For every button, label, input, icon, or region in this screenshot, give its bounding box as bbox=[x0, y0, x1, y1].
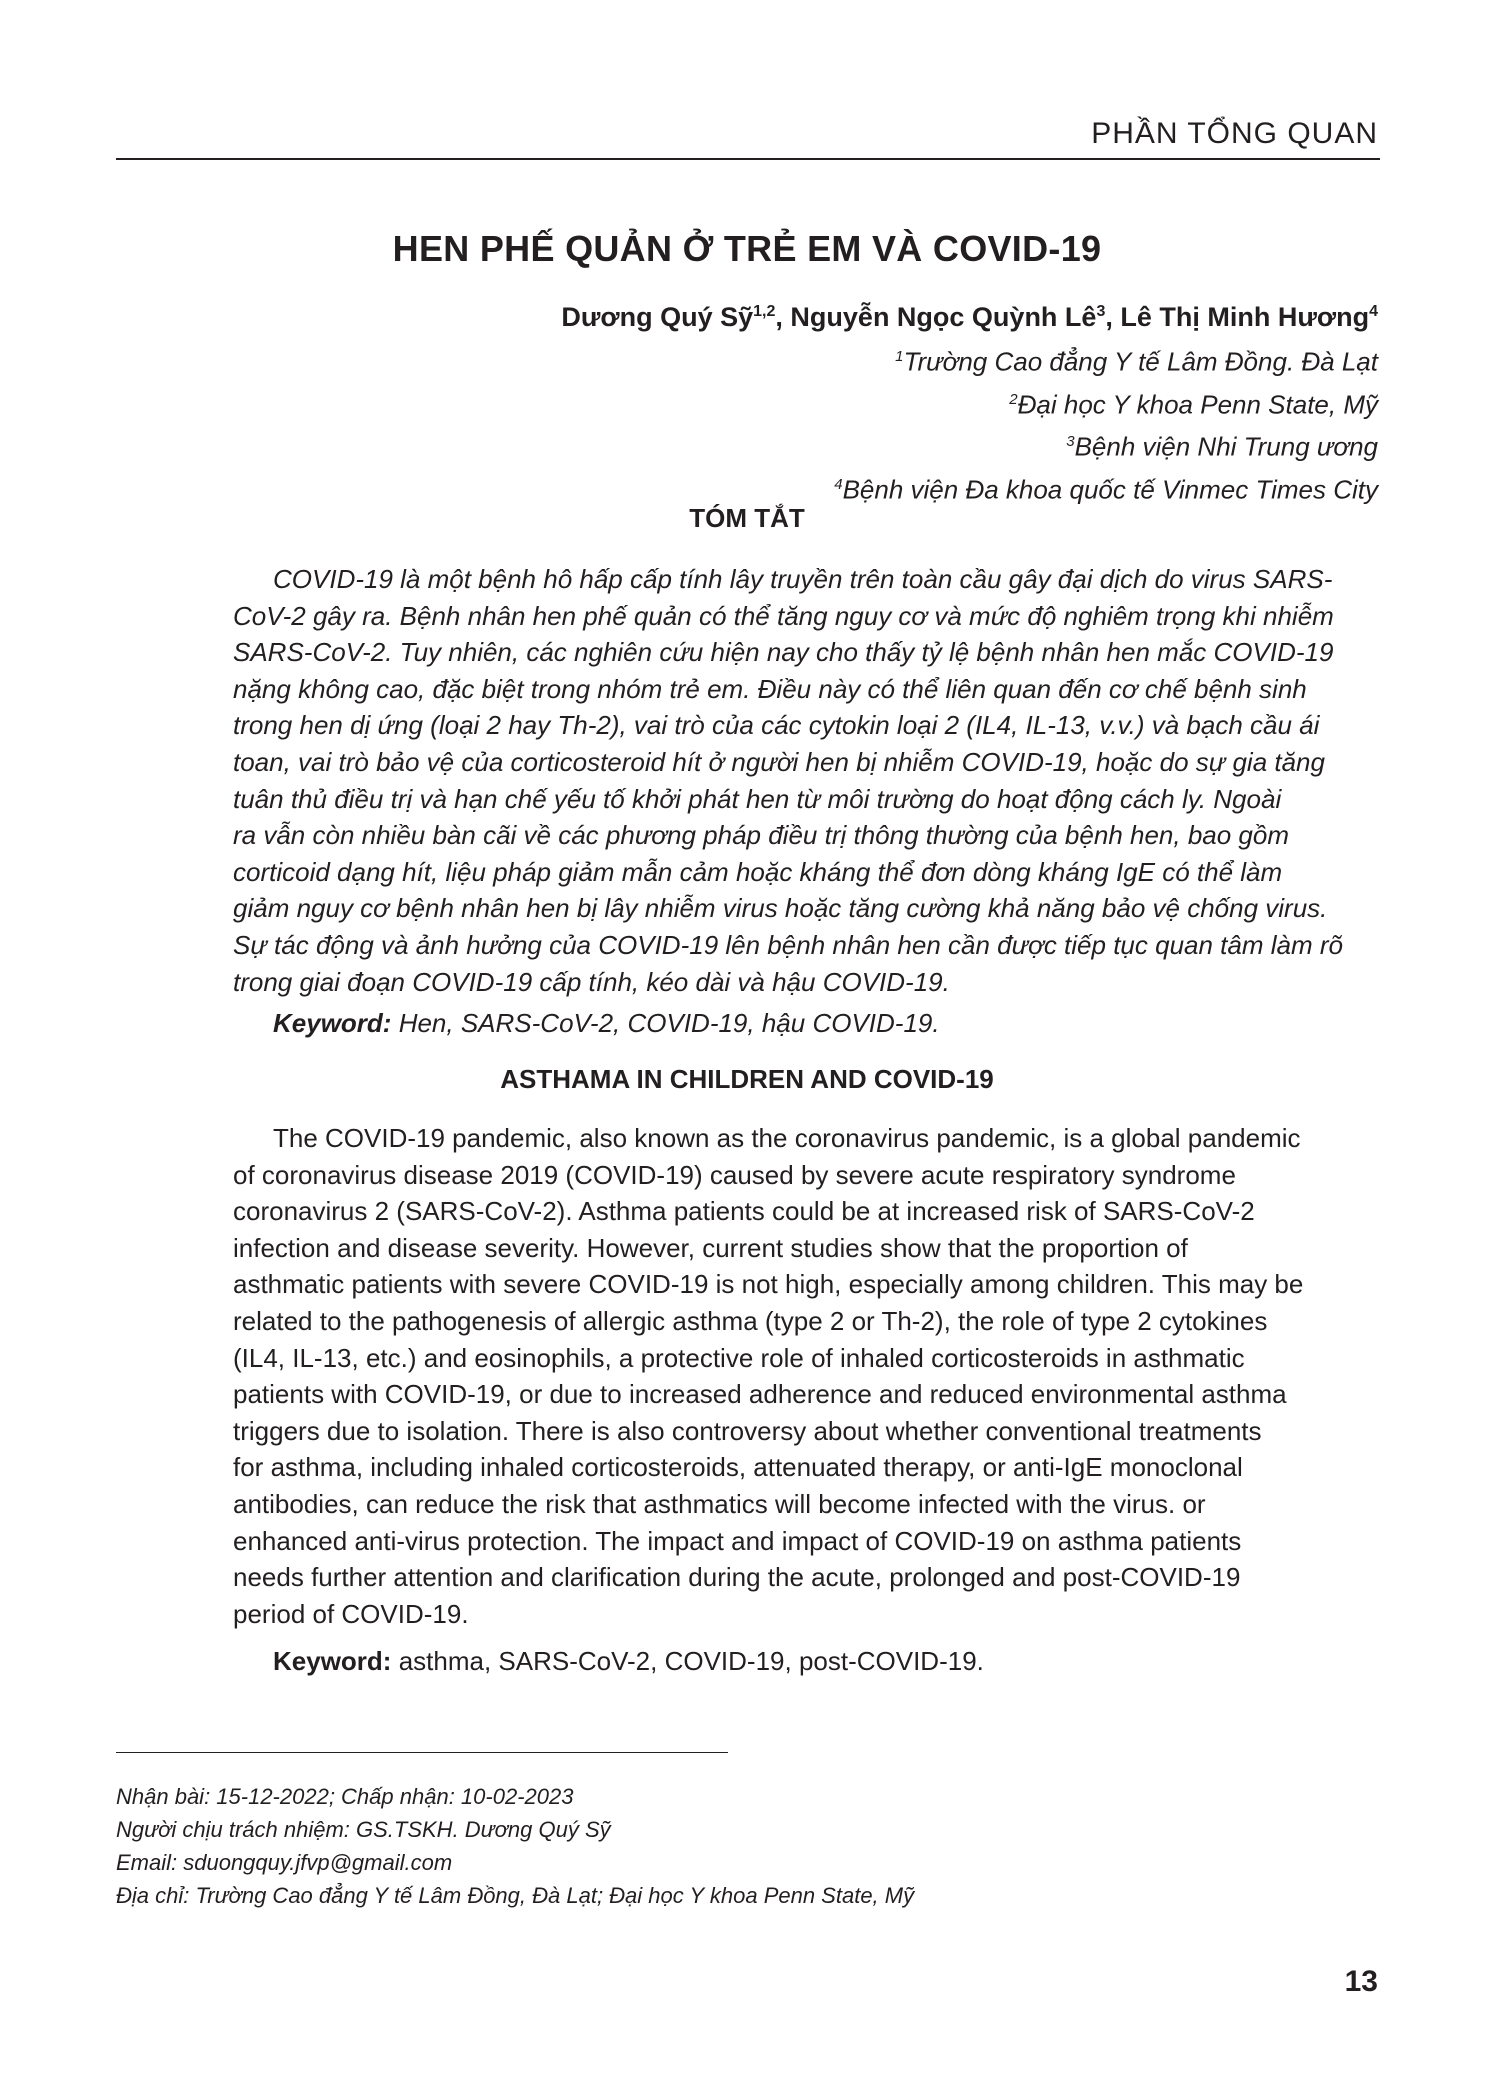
abstract-line: coronavirus 2 (SARS-CoV-2). Asthma patients could be at increased risk of SARS-CoV-2 bbox=[233, 1196, 1255, 1227]
abstract-en-heading: ASTHAMA IN CHILDREN AND COVID-19 bbox=[500, 1064, 994, 1094]
abstract-line: triggers due to isolation. There is also controversy about whether conventional treatments bbox=[233, 1415, 1262, 1446]
abstract-line: for asthma, including inhaled corticosteroids, attenuated therapy, or anti-IgE monoclonal bbox=[233, 1452, 1243, 1483]
abstract-en-body bbox=[233, 1120, 1378, 1632]
keywords-vi bbox=[273, 1008, 1378, 1039]
abstract-line: COVID-19 là một bệnh hô hấp cấp tính lây truyền trên toàn cầu gây đại dịch do virus SARS- bbox=[273, 564, 1333, 594]
author-list bbox=[116, 302, 1378, 333]
abstract-line: SARS-CoV-2. Tuy nhiên, các nghiên cứu hiện nay cho thấy tỷ lệ bệnh nhân hen mắc COVID-19 bbox=[233, 637, 1334, 668]
header-rule bbox=[116, 158, 1380, 160]
keyword-values: Hen, SARS-CoV-2, COVID-19, hậu COVID-19. bbox=[391, 1008, 940, 1038]
section-header: PHẦN TỔNG QUAN bbox=[1091, 117, 1378, 150]
keyword-values: asthma, SARS-CoV-2, COVID-19, post-COVID-19. bbox=[391, 1646, 984, 1676]
abstract-line: related to the pathogenesis of allergic asthma (type 2 or Th-2), the role of type 2 cytokines bbox=[233, 1305, 1268, 1336]
affiliation-mark: 3 bbox=[1066, 433, 1075, 451]
abstract-line: needs further attention and clarification during the acute, prolonged and post-COVID-19 bbox=[233, 1562, 1241, 1593]
abstract-line: Sự tác động và ảnh hưởng của COVID-19 lên bệnh nhân hen cần được tiếp tục quan tâm làm rõ bbox=[233, 929, 1343, 960]
abstract-line: CoV-2 gây ra. Bệnh nhân hen phế quản có thể tăng nguy cơ và mức độ nghiêm trọng khi nhiễm bbox=[233, 600, 1334, 631]
footnote-corresponding-author: Người chịu trách nhiệm: GS.TSKH. Dương Quý Sỹ bbox=[116, 1817, 611, 1842]
affiliation bbox=[116, 423, 1378, 466]
affiliation-mark: 1 bbox=[895, 348, 904, 365]
keyword-label: Keyword: bbox=[273, 1646, 392, 1676]
affiliation bbox=[116, 381, 1378, 424]
affiliation-mark: 4 bbox=[834, 475, 843, 493]
author-separator: , bbox=[775, 302, 791, 332]
abstract-line: The COVID-19 pandemic, also known as the coronavirus pandemic, is a global pandemic bbox=[273, 1123, 1301, 1153]
keyword-label: Keyword: bbox=[273, 1008, 392, 1038]
affiliation-text: Bệnh viện Nhi Trung ương bbox=[1074, 431, 1378, 462]
abstract-line: trong giai đoạn COVID-19 cấp tính, kéo dài và hậu COVID-19. bbox=[233, 966, 950, 997]
keywords-en bbox=[273, 1646, 1378, 1677]
abstract-vi-heading: TÓM TẮT bbox=[689, 503, 805, 533]
abstract-line: trong hen dị ứng (loại 2 hay Th-2), vai trò của các cytokin loại 2 (IL4, IL-13, v.v.) và bạch cầu ái bbox=[233, 710, 1320, 741]
abstract-line: antibodies, can reduce the risk that asthmatics will become infected with the virus. or bbox=[233, 1488, 1206, 1519]
abstract-line: asthmatic patients with severe COVID-19 is not high, especially among children. This may be bbox=[233, 1269, 1304, 1300]
affiliation-list bbox=[116, 338, 1378, 509]
footnotes bbox=[116, 1780, 1116, 1912]
author-name: Nguyễn Ngọc Quỳnh Lê bbox=[790, 302, 1097, 332]
footnote-received: Nhận bài: 15-12-2022; Chấp nhận: 10-02-2023 bbox=[116, 1784, 574, 1809]
article-title: HEN PHẾ QUẢN Ở TRẺ EM VÀ COVID-19 bbox=[392, 228, 1102, 269]
abstract-line: ra vẫn còn nhiều bàn cãi về các phương pháp điều trị thông thường của bệnh hen, bao gồm bbox=[233, 820, 1290, 851]
author-affiliation-mark: 1,2 bbox=[753, 303, 776, 320]
abstract-vi-body bbox=[233, 561, 1378, 1000]
abstract-line: corticoid dạng hít, liệu pháp giảm mẫn cảm hoặc kháng thể đơn dòng kháng IgE có thể làm bbox=[233, 856, 1283, 887]
abstract-line: infection and disease severity. However, current studies show that the proportion of bbox=[233, 1232, 1188, 1263]
author-name: Lê Thị Minh Hương bbox=[1120, 302, 1370, 332]
abstract-line: giảm nguy cơ bệnh nhân hen bị lây nhiễm virus hoặc tăng cường khả năng bảo vệ chống virus. bbox=[233, 893, 1328, 924]
abstract-line: enhanced anti-virus protection. The impact and impact of COVID-19 on asthma patients bbox=[233, 1525, 1242, 1556]
abstract-line: patients with COVID-19, or due to increased adherence and reduced environmental asthma bbox=[233, 1379, 1287, 1410]
author-affiliation-mark: 4 bbox=[1369, 303, 1378, 320]
affiliation-text: Trường Cao đẳng Y tế Lâm Đồng. Đà Lạt bbox=[903, 346, 1378, 377]
abstract-line: tuân thủ điều trị và hạn chế yếu tố khởi phát hen từ môi trường do hoạt động cách ly. Ngoài bbox=[233, 783, 1282, 814]
footnote-rule bbox=[116, 1752, 728, 1753]
author-affiliation-mark: 3 bbox=[1096, 303, 1106, 320]
abstract-line: (IL4, IL-13, etc.) and eosinophils, a protective role of inhaled corticosteroids in asthmatic bbox=[233, 1342, 1245, 1373]
affiliation-text: Đại học Y khoa Penn State, Mỹ bbox=[1017, 389, 1378, 420]
abstract-line: of coronavirus disease 2019 (COVID-19) caused by severe acute respiratory syndrome bbox=[233, 1159, 1236, 1190]
abstract-line: toan, vai trò bảo vệ của corticosteroid hít ở người hen bị nhiễm COVID-19, hoặc do sự gia tăng bbox=[233, 746, 1325, 777]
author-separator: , bbox=[1105, 302, 1121, 332]
affiliation-mark: 2 bbox=[1009, 390, 1018, 408]
footnote-email: Email: sduongquy.jfvp@gmail.com bbox=[116, 1850, 453, 1875]
abstract-line: nặng không cao, đặc biệt trong nhóm trẻ em. Điều này có thể liên quan đến cơ chế bệnh sinh bbox=[233, 673, 1307, 704]
author-name: Dương Quý Sỹ bbox=[561, 302, 754, 332]
affiliation-text: Bệnh viện Đa khoa quốc tế Vinmec Times City bbox=[842, 474, 1378, 505]
abstract-line: period of COVID-19. bbox=[233, 1598, 469, 1629]
footnote-address: Địa chỉ: Trường Cao đẳng Y tế Lâm Đồng, Đà Lạt; Đại học Y khoa Penn State, Mỹ bbox=[116, 1883, 915, 1908]
affiliation bbox=[116, 338, 1378, 381]
page-number: 13 bbox=[1344, 1965, 1378, 1998]
